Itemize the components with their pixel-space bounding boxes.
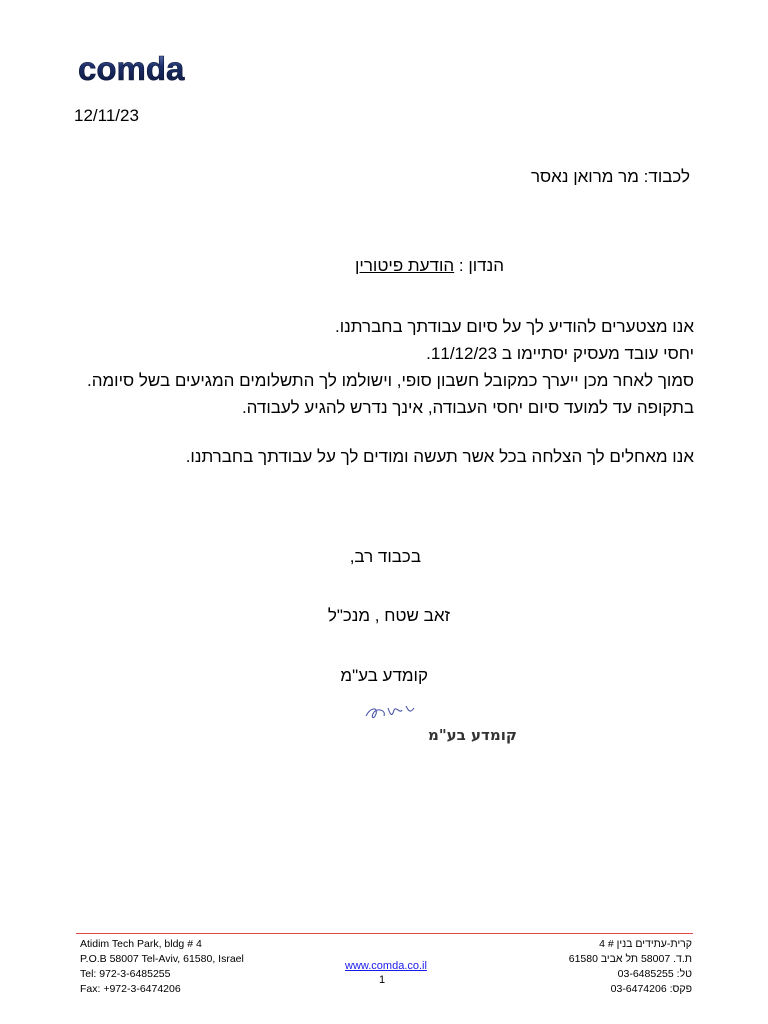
signer-name: זאב שטח , מנכ"ל [327, 606, 450, 625]
footer-line-en: P.O.B 58007 Tel-Aviv, 61580, Israel [80, 953, 244, 965]
subject-prefix: הנדון : [458, 256, 504, 275]
footer-line-en: Tel: 972-3-6485255 [80, 968, 171, 980]
footer-address-en [80, 937, 244, 997]
footer-line-he: פקס: 03-6474206 [610, 983, 692, 995]
logo-text: comda [78, 50, 185, 87]
regards-line: בכבוד רב, [349, 547, 421, 566]
subject-text: הודעת פיטורין [354, 256, 455, 275]
stamp-text: קומדע בע"מ [428, 726, 517, 744]
company-logo [76, 50, 226, 90]
page-number: 1 [379, 974, 386, 986]
body-line: סמוך לאחר מכן ייערך כמקובל חשבון סופי, וישולמו לך התשלומים המגיעים בשל סיומה. [87, 371, 694, 390]
footer-line-he: קרית-עתידים בנין # 4 [599, 938, 692, 950]
website-link[interactable]: www.comda.co.il [345, 960, 427, 972]
recipient-line: לכבוד: מר מרואן נאסר [530, 167, 690, 186]
footer-line-en: Atidim Tech Park, bldg # 4 [80, 938, 202, 950]
footer-line-he: טל: 03-6485255 [617, 968, 692, 980]
footer-line-en: Fax: +972-3-6474206 [80, 983, 181, 995]
signature-stamp [336, 700, 517, 746]
footer-website [340, 960, 432, 972]
body-line: אנו מצטערים להודיע לך על סיום עבודתך בחברתנו. [335, 317, 694, 336]
company-name: קומדע בע"מ [340, 666, 428, 685]
body-line: בתקופה עד למועד סיום יחסי העבודה, אינך נדרש להגיע לעבודה. [241, 398, 694, 417]
footer-rule [76, 933, 693, 934]
footer-address-he [569, 937, 692, 997]
footer-line-he: ת.ד. 58007 תל אביב 61580 [568, 953, 692, 965]
letter-body [64, 313, 694, 470]
closing-line: אנו מאחלים לך הצלחה בכל אשר תעשה ומודים לך על עבודתך בחברתנו. [185, 447, 694, 466]
letter-date: 12/11/23 [74, 106, 139, 125]
signature-scribble [366, 706, 414, 718]
body-line: יחסי עובד מעסיק יסתיימו ב 11/12/23. [426, 344, 694, 363]
subject-line [355, 256, 504, 276]
